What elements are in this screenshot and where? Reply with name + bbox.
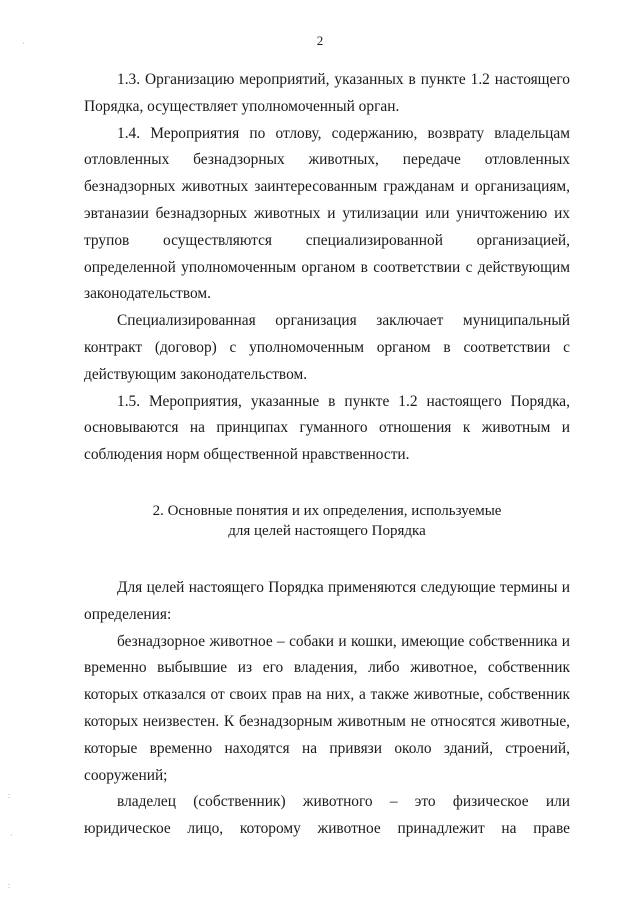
page-number: 2	[316, 33, 324, 48]
paragraph-definitions-intro: Для целей настоящего Порядка применяются следующие термины и определения:	[84, 578, 570, 623]
section-heading-line-1: 2. Основные понятия и их определения, используемые	[152, 502, 502, 519]
scan-speck: :	[8, 791, 11, 800]
paragraph-specialized-organization: Специализированная организация заключает муниципальный контракт (договор) с уполномоченным органом в соответствии с действующим законодательством.	[84, 312, 570, 383]
paragraph-1-5: 1.5. Мероприятия, указанные в пункте 1.2 настоящего Порядка, основываются на принципах гуманного отношения к животным и соблюдения норм общественной нравственности.	[84, 392, 570, 464]
paragraph-1-3: 1.3. Организацию мероприятий, указанных в пункте 1.2 настоящего Порядка, осуществляет уполномоченный орган.	[84, 71, 570, 115]
paragraph-stray-animal-definition: безнадзорное животное – собаки и кошки, имеющие собственника и временно выбывшие из его владения, либо животное, собственник которых отказался от своих прав на них, а также животные, собственник которых неизвестен. К безнадзорным животным не относятся животные, которые временно находятся на привязи около зданий, строений, сооружений;	[84, 632, 570, 784]
scan-speck: ·	[10, 831, 13, 840]
paragraph-1-4: 1.4. Мероприятия по отлову, содержанию, возврату владельцам отловленных безнадзорных животных, передаче отловленных безнадзорных животных заинтересованным гражданам и организациям, эвтаназии безнадзорных животных и утилизации или уничтожению их трупов осуществляются специализированной организацией, определенной уполномоченным органом в соответствии с действующим законодательством.	[84, 124, 570, 303]
scan-speck: ·	[22, 39, 25, 48]
section-heading-line-2: для целей настоящего Порядка	[228, 522, 426, 539]
paragraph-owner-definition: владелец (собственник) животного – это физическое или юридическое лицо, которому животное принадлежит на праве	[84, 793, 570, 838]
document-body	[84, 67, 570, 843]
section-heading	[84, 501, 570, 541]
scan-speck: :	[8, 881, 11, 890]
